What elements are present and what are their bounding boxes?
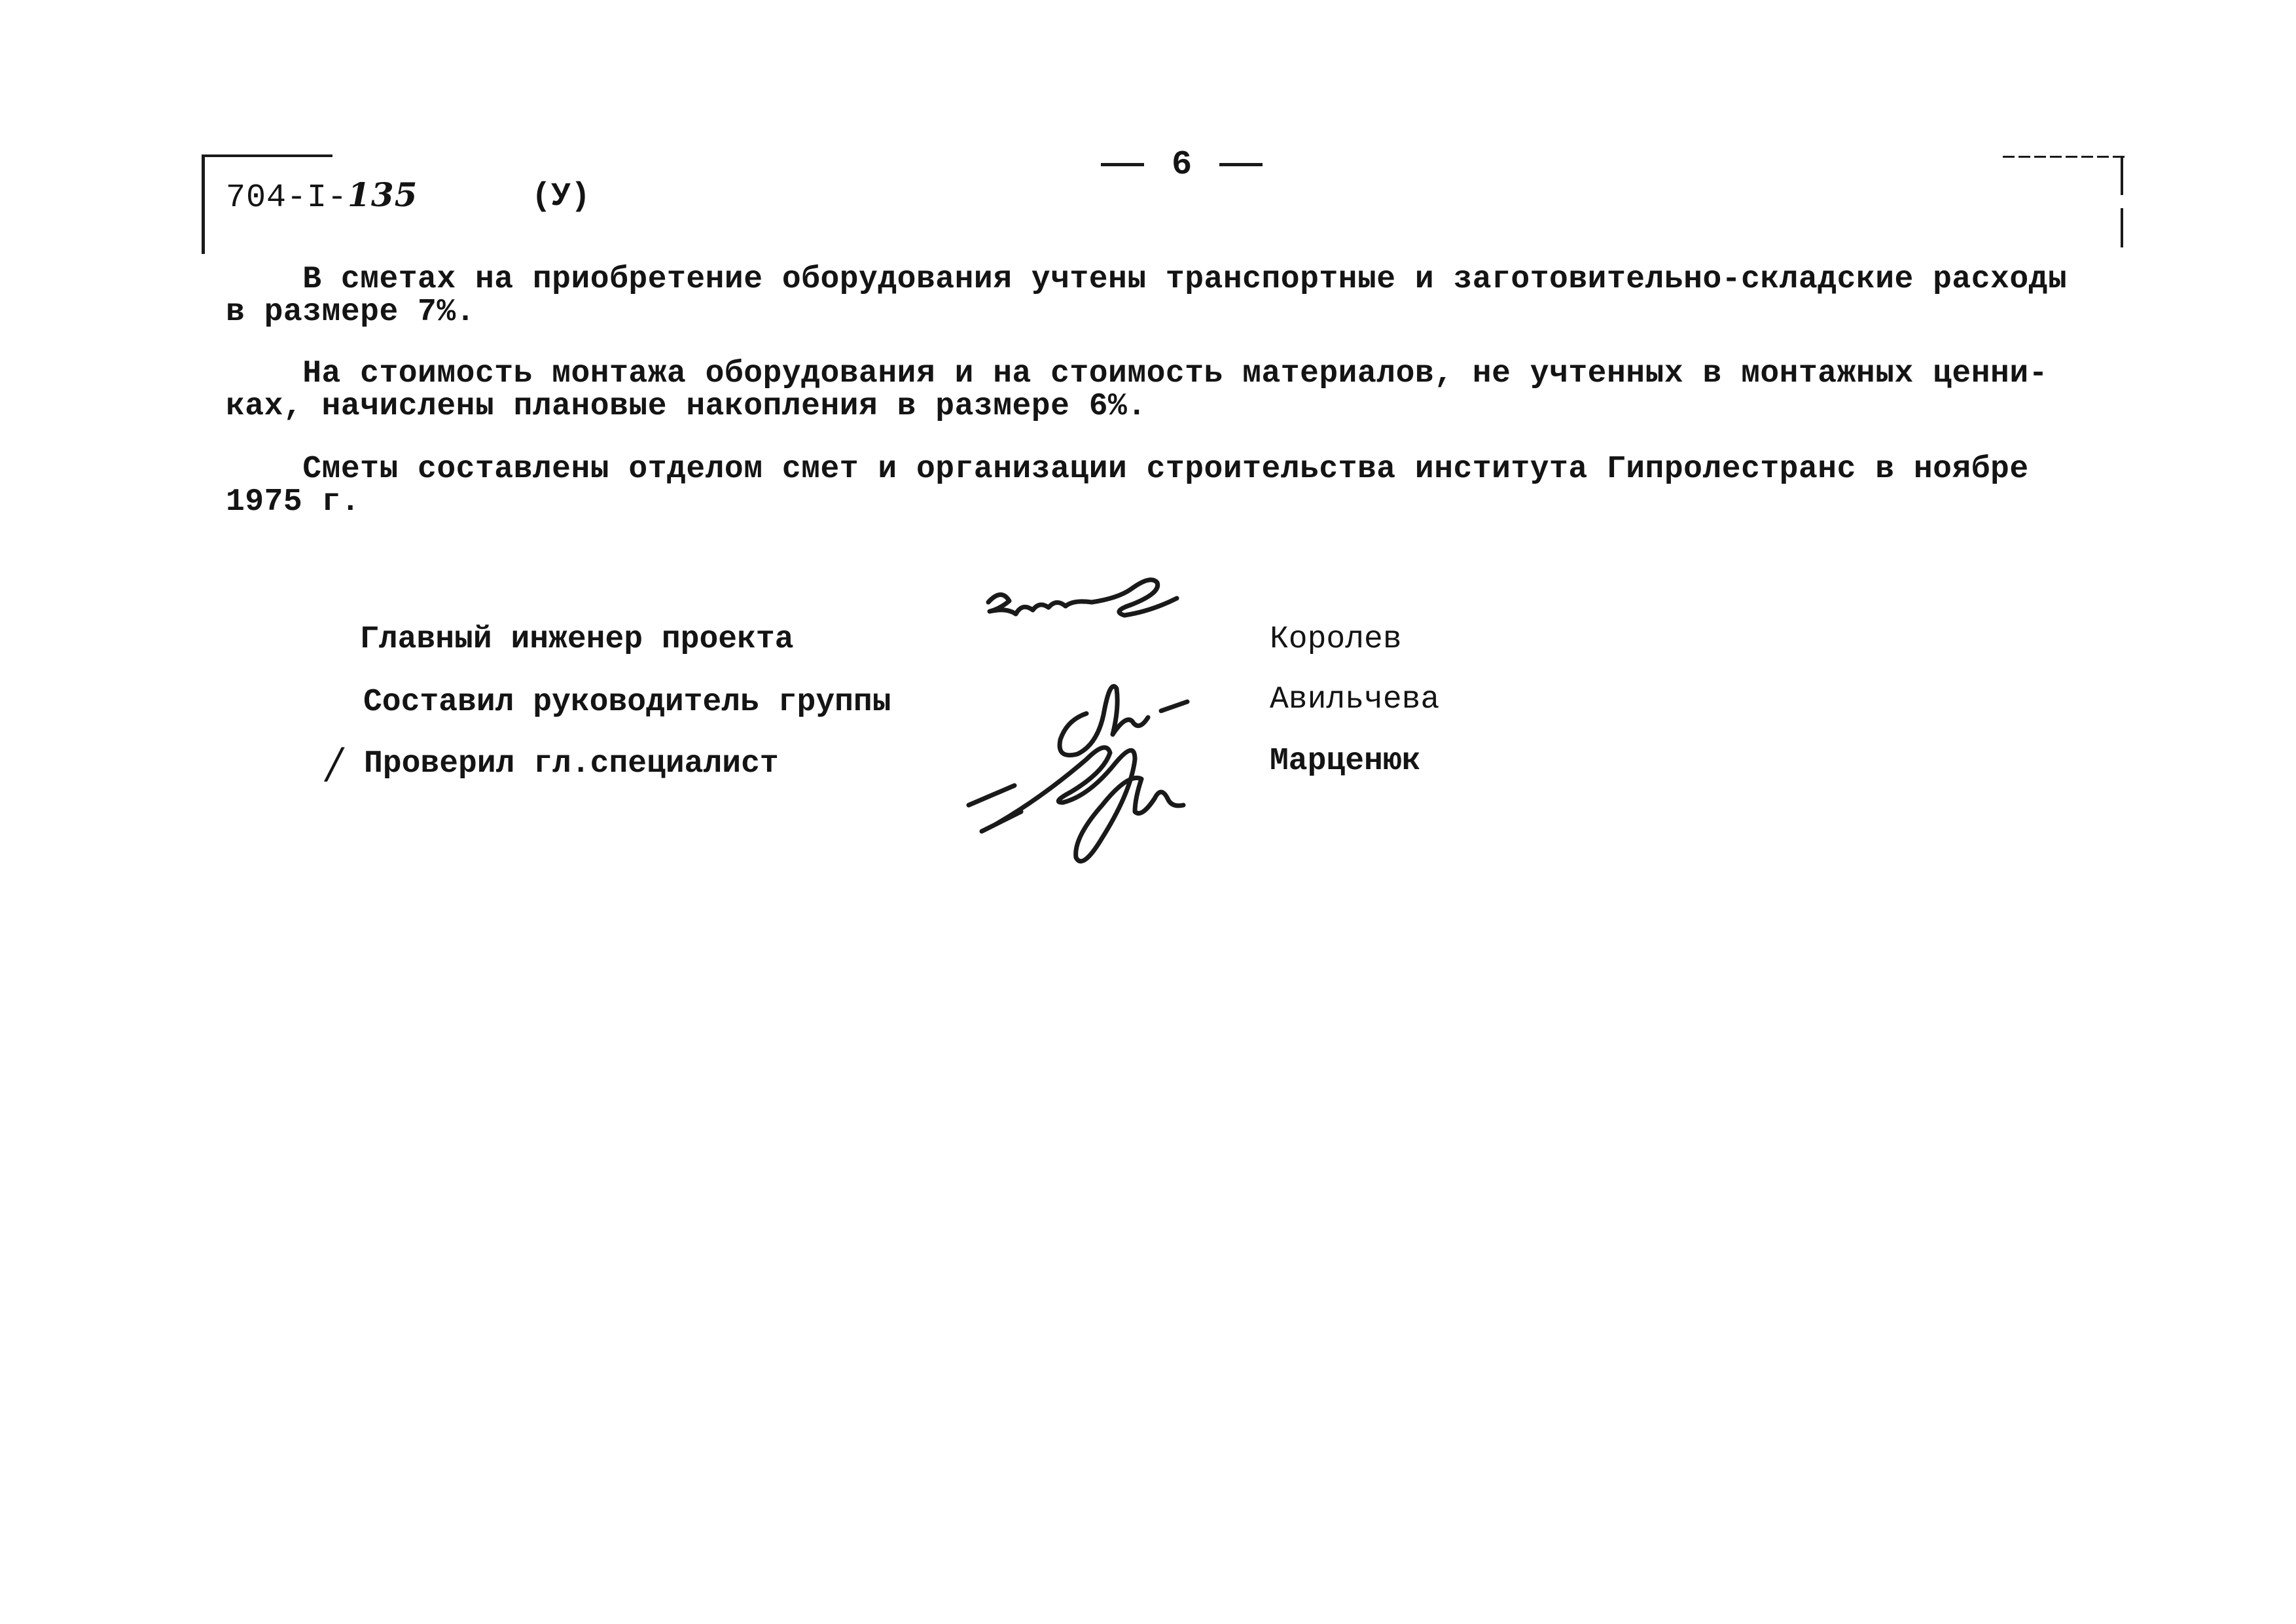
paragraph-line: в размере 7%. [226, 295, 475, 330]
signatory-name-group-leader: Авильчева [1270, 682, 1440, 717]
signatory-name-chief-specialist: Марценюк [1270, 744, 1421, 779]
signatory-role-chief-engineer: Главный инженер проекта [360, 622, 794, 657]
page-number-dash-right [1219, 163, 1263, 166]
frame-corner-top-left-horizontal [202, 154, 332, 157]
paragraph-line: ках, начислены плановые накопления в размере 6%. [226, 389, 1147, 424]
paragraph-compiled-by [226, 453, 2045, 518]
signatory-name-chief-engineer: Королев [1270, 622, 1402, 657]
signature-chief-specialist [969, 748, 1183, 861]
paragraph-line: Сметы составлены отделом смет и организации строительства института Гипролестранс в ноябре [226, 452, 2029, 487]
paragraph-line: В сметах на приобретение оборудования учтены транспортные и заготовительно-складские расходы [226, 262, 2068, 297]
page-number-dash-left [1101, 163, 1144, 166]
page-number-value: 6 [1172, 145, 1193, 184]
signatory-role-group-leader: Составил руководитель группы [363, 685, 891, 720]
document-code-prefix: 704-I- [226, 179, 348, 217]
document-variant: (У) [531, 178, 591, 215]
frame-corner-top-left-vertical [202, 156, 205, 254]
frame-corner-top-right-horizontal [2003, 156, 2125, 158]
paragraph-transport-costs [226, 262, 2068, 330]
document-code-handwritten-number: 135 [348, 175, 418, 214]
handwritten-signatures [929, 563, 1322, 864]
frame-corner-top-right-vertical [2121, 156, 2123, 247]
page-number [1073, 145, 1290, 184]
paragraph-line: 1975 г. [226, 484, 361, 520]
signature-chief-engineer [988, 580, 1177, 615]
document-code [226, 175, 418, 217]
signature-group-leader [1060, 686, 1187, 755]
handwritten-slash-mark: / [327, 740, 342, 788]
signatory-role-chief-specialist: Проверил гл.специалист [364, 746, 779, 782]
paragraph-line: На стоимость монтажа оборудования и на стоимость материалов, не учтенных в монтажных ценни- [226, 356, 2048, 391]
paragraph-planned-savings [226, 356, 2048, 424]
